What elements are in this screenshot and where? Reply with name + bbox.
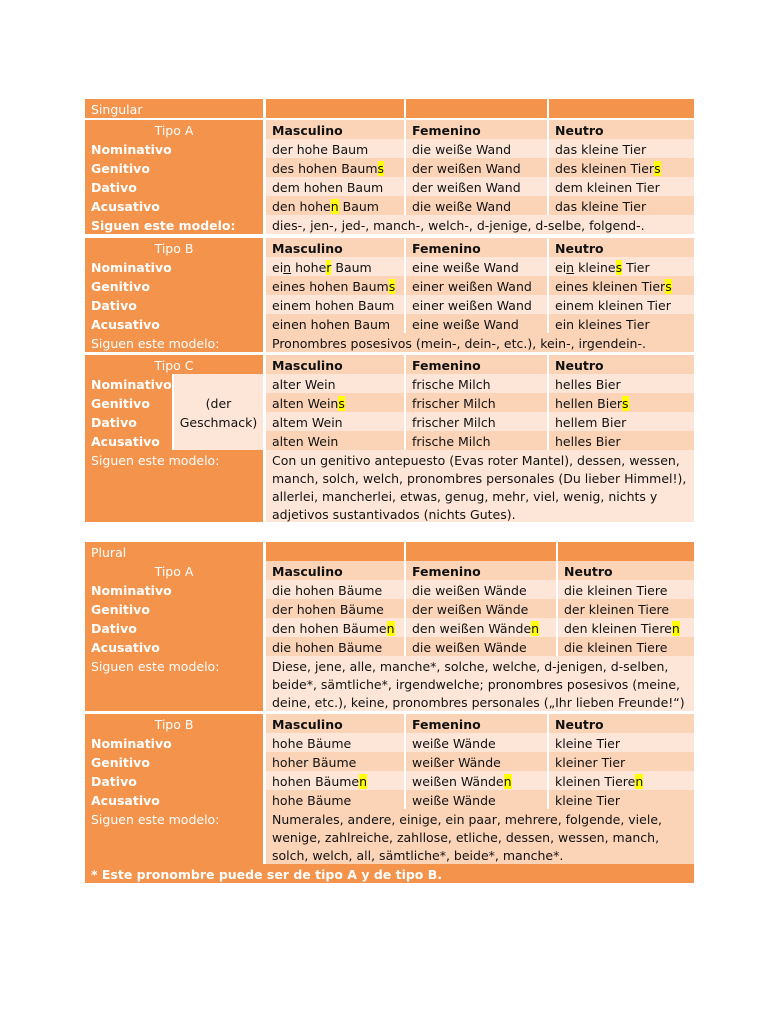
col-neutro: Neutro [549,355,694,374]
highlighted-ending: n [671,621,680,636]
row-label-acusativo: Acusativo [85,637,263,656]
cell: hoher Bäume [266,752,404,771]
cell: die weiße Wand [406,196,547,215]
model-text: Numerales, andere, einige, ein paar, mehrere, folgende, viele, wenige, zahlreiche, zahllose, etliche, dessen, wessen, manch, solch, welch, all, sämtliche*, beide*, manche*. [266,809,694,864]
row-label-siguen: Siguen este modelo: [85,809,263,864]
highlighted-ending: s [622,396,629,411]
cell: weißer Wände [406,752,547,771]
cell: die kleinen Tiere [558,637,694,656]
cell: dem kleinen Tier [549,177,694,196]
col-femenino: Femenino [406,561,556,580]
cell: die weiße Wand [406,139,547,158]
col-femenino: Femenino [406,355,547,374]
tipo-c-title: Tipo C [85,355,263,374]
text: des hohen Baum [272,161,378,176]
cell: weiße Wände [406,733,547,752]
cell: einem kleinen Tier [549,295,694,314]
text: den weißen Wände [412,621,532,636]
col-neutro: Neutro [549,120,694,139]
cell [549,771,694,790]
col-neutro: Neutro [549,714,694,733]
row-label-genitivo: Genitivo [85,276,263,295]
row-label-siguen: Siguen este modelo: [85,333,263,352]
cell: der hohe Baum [266,139,404,158]
text: eines kleinen Tier [555,279,666,294]
tipo-b-title: Tipo B [85,238,263,257]
row-label-acusativo: Acusativo [85,196,263,215]
cell [266,393,404,412]
cell [266,257,404,276]
text: ei [272,260,284,275]
cell [549,276,694,295]
highlighted-ending: n [531,621,540,636]
side-note-line: (der [205,396,232,411]
cell: der weißen Wand [406,158,547,177]
col-femenino: Femenino [406,714,547,733]
highlighted-ending: n [635,774,644,789]
cell [558,618,694,637]
text: hellen Bier [555,396,623,411]
tipo-b-title: Tipo B [85,714,263,733]
col-masculino: Masculino [266,561,404,580]
cell: hohe Bäume [266,790,404,809]
underlined-letter: n [566,260,575,275]
header-blank [266,99,404,118]
text: den hohen Bäume [272,621,387,636]
row-label-siguen: Siguen este modelo: [85,656,263,711]
cell: helles Bier [549,374,694,393]
cell [406,618,556,637]
highlighted-ending: s [377,161,385,176]
cell: der hohen Bäume [266,599,404,618]
row-label-genitivo: Genitivo [85,158,263,177]
tipo-a-title: Tipo A [85,120,263,139]
highlighted-ending: s [615,260,623,275]
text: weißen Wände [412,774,504,789]
cell: die kleinen Tiere [558,580,694,599]
text: eines hohen Baum [272,279,389,294]
cell: dem hohen Baum [266,177,404,196]
highlighted-ending: n [386,621,395,636]
cell: alten Wein [266,431,404,450]
text: kleine [574,260,616,275]
text: ei [555,260,567,275]
cell: der kleinen Tiere [558,599,694,618]
row-label-nominativo: Nominativo [85,257,263,276]
row-label-dativo: Dativo [85,618,263,637]
row-label-nominativo: Nominativo [85,733,263,752]
singular-title: Singular [85,99,263,118]
cell: das kleine Tier [549,196,694,215]
text: den kleinen Tiere [564,621,672,636]
header-blank [406,99,547,118]
header-blank [266,542,404,561]
highlighted-ending: s [338,396,345,411]
side-note-line: Geschmack) [179,415,258,430]
tipo-a-title: Tipo A [85,561,263,580]
model-text: Con un genitivo antepuesto (Evas roter Mantel), dessen, wessen, manch, solch, welch, pronombres personales (Du lieber Himmel!), allerlei, mancherlei, etwas, genug, mehr, viel, wenig, nichts y adjetivos sustantivados (nichts Gutes). [266,450,694,522]
col-neutro: Neutro [558,561,694,580]
cell: frische Milch [406,374,547,393]
cell: eine weiße Wand [406,257,547,276]
text: den hohe [272,199,331,214]
highlighted-ending: n [330,199,339,214]
cell: der weißen Wand [406,177,547,196]
cell: das kleine Tier [549,139,694,158]
cell: weiße Wände [406,790,547,809]
col-masculino: Masculino [266,714,404,733]
tipo-c-side-note [174,374,263,450]
row-label-dativo: Dativo [85,771,263,790]
row-label-genitivo: Genitivo [85,599,263,618]
cell [549,158,694,177]
footnote: * Este pronombre puede ser de tipo A y de tipo B. [85,864,694,883]
cell: kleine Tier [549,733,694,752]
row-label-siguen: Siguen este modelo: [85,450,263,522]
cell [266,276,404,295]
col-masculino: Masculino [266,355,404,374]
highlighted-ending: s [665,279,672,294]
row-label-nominativo: Nominativo [85,139,263,158]
model-text: Pronombres posesivos (mein-, dein-, etc.), kein-, irgendein-. [266,333,694,352]
cell: einem hohen Baum [266,295,404,314]
row-label-dativo: Dativo [85,295,263,314]
cell [406,771,547,790]
cell: einen hohen Baum [266,314,404,333]
cell [549,257,694,276]
text: hohen Bäume [272,774,360,789]
col-masculino: Masculino [266,120,404,139]
cell: der weißen Wände [406,599,556,618]
highlighted-ending: s [388,279,396,294]
cell [266,196,404,215]
row-label-acusativo: Acusativo [85,314,263,333]
highlighted-ending: n [359,774,368,789]
row-label-nominativo: Nominativo [85,580,263,599]
row-label-nominativo: Nominativo [85,374,172,393]
row-label-acusativo: Acusativo [85,790,263,809]
row-label-dativo: Dativo [85,177,263,196]
header-blank [406,542,556,561]
text: Tier [622,260,650,275]
cell [266,771,404,790]
text: kleinen Tiere [555,774,636,789]
cell: hohe Bäume [266,733,404,752]
cell: kleiner Tier [549,752,694,771]
highlighted-ending: r [326,260,332,275]
cell: die hohen Bäume [266,637,404,656]
row-label-dativo: Dativo [85,412,172,431]
cell: die weißen Wände [406,637,556,656]
cell: ein kleines Tier [549,314,694,333]
cell: einer weißen Wand [406,276,547,295]
cell: hellem Bier [549,412,694,431]
cell: eine weiße Wand [406,314,547,333]
col-masculino: Masculino [266,238,404,257]
underlined-letter: n [283,260,292,275]
cell: kleine Tier [549,790,694,809]
cell: einer weißen Wand [406,295,547,314]
text: des kleinen Tier [555,161,655,176]
cell [549,393,694,412]
col-femenino: Femenino [406,120,547,139]
text: hohe [291,260,327,275]
plural-title: Plural [85,542,263,561]
cell: frischer Milch [406,393,547,412]
cell: helles Bier [549,431,694,450]
cell: altem Wein [266,412,404,431]
col-neutro: Neutro [549,238,694,257]
model-text: dies-, jen-, jed-, manch-, welch-, d-jenige, d-selbe, folgend-. [266,215,694,234]
cell [266,158,404,177]
cell: frischer Milch [406,412,547,431]
text: alten Wein [272,396,339,411]
col-femenino: Femenino [406,238,547,257]
row-label-genitivo: Genitivo [85,393,172,412]
text: Baum [331,260,372,275]
cell [266,618,404,637]
cell: die hohen Bäume [266,580,404,599]
row-label-siguen: Siguen este modelo: [85,215,263,234]
model-text: Diese, jene, alle, manche*, solche, welche, d-jenigen, d-selben, beide*, sämtliche*, irgendwelche; pronombres posesivos (meine, deine, etc.), keine, pronombres personales („Ihr lieben Freunde!“) [266,656,694,711]
text: Baum [338,199,379,214]
cell: die weißen Wände [406,580,556,599]
header-blank [558,542,694,561]
cell: frische Milch [406,431,547,450]
header-blank [549,99,694,118]
row-label-acusativo: Acusativo [85,431,172,450]
row-label-genitivo: Genitivo [85,752,263,771]
cell: alter Wein [266,374,404,393]
highlighted-ending: n [503,774,512,789]
highlighted-ending: s [654,161,661,176]
